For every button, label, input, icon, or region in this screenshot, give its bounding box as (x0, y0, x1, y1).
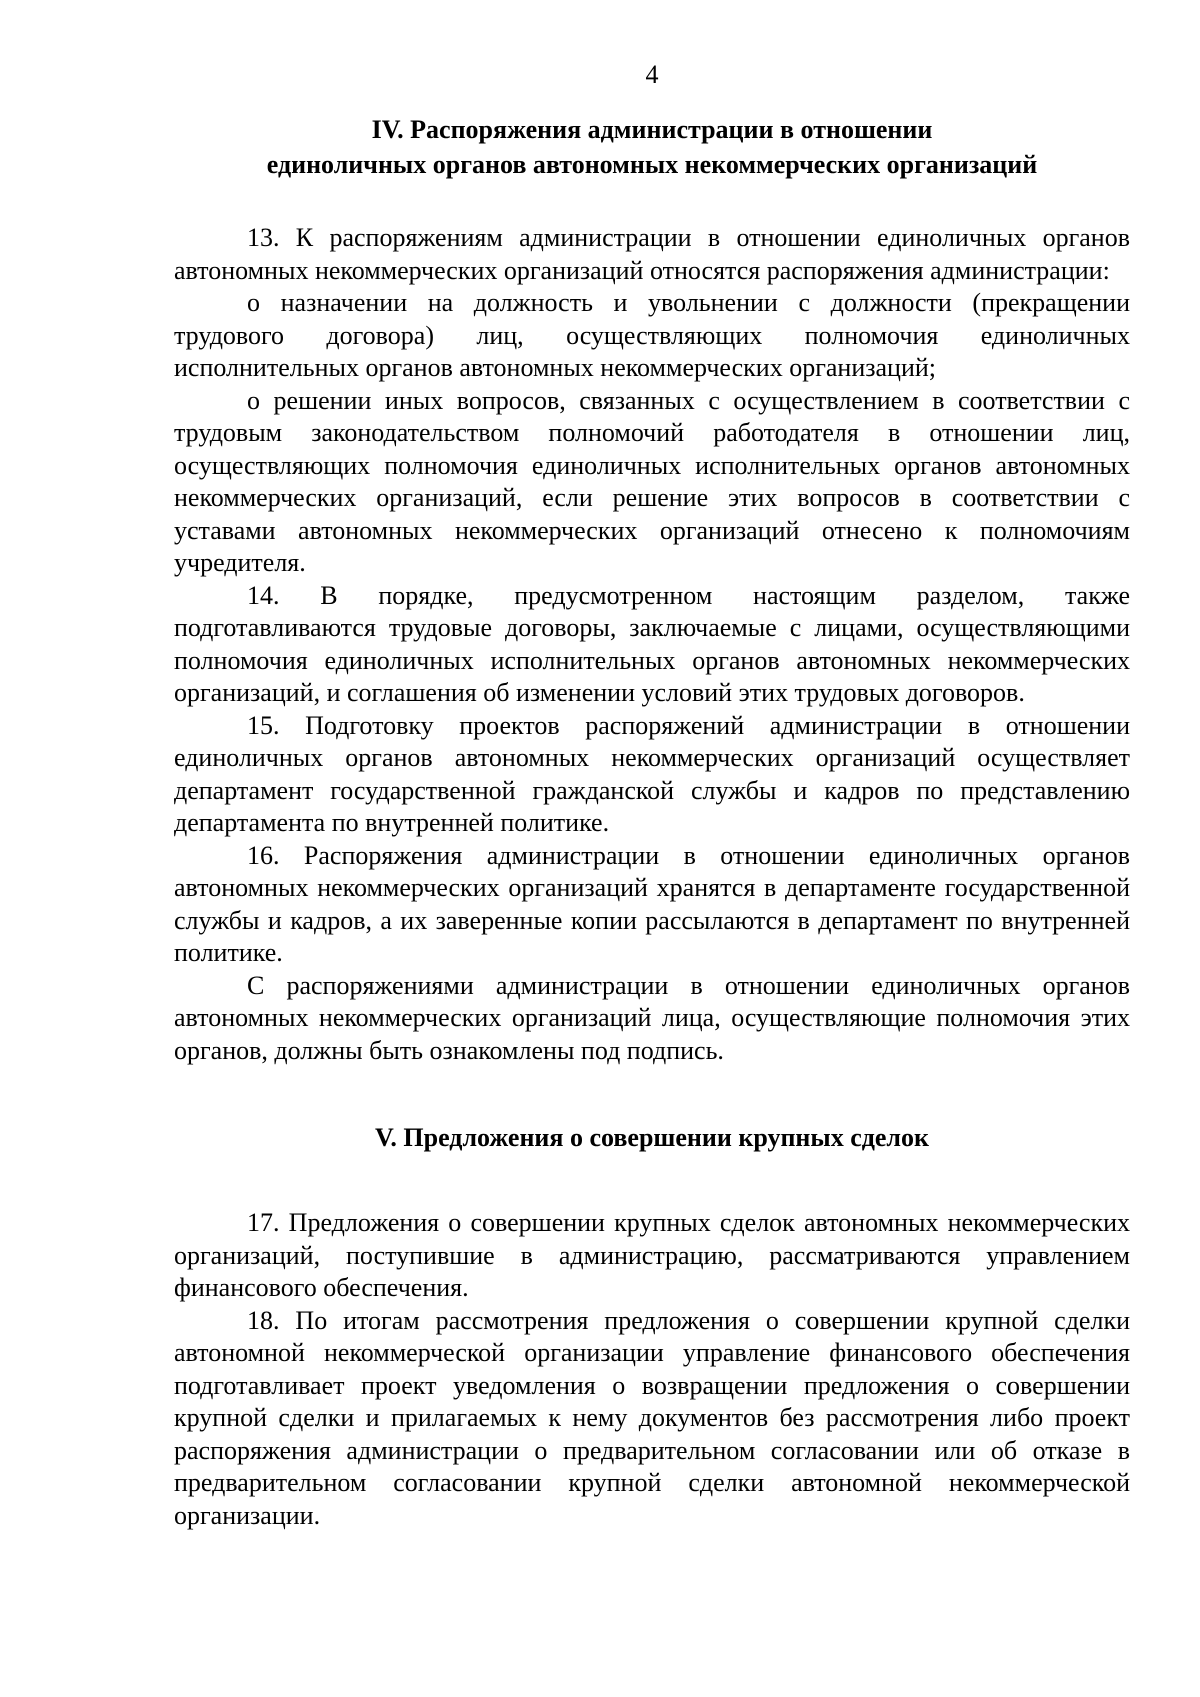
section-iv (174, 112, 1130, 1067)
spacer (174, 182, 1130, 222)
paragraph-13-item-other-questions: о решении иных вопросов, связанных с осуществлением в соответствии с трудовым законодательством полномочий работодателя в отношении лиц, осуществляющих полномочия единоличных исполнительных органов автономных некоммерческих организаций, если решение этих вопросов в соответствии с уставами автономных некоммерческих организаций отнесено к полномочиям учредителя. (174, 385, 1130, 577)
paragraph-17: 17. Предложения о совершении крупных сделок автономных некоммерческих организаций, поступившие в администрацию, рассматриваются управлением финансового обеспечения. (174, 1208, 1130, 1302)
paragraph-15: 15. Подготовку проектов распоряжений администрации в отношении единоличных органов автономных некоммерческих организаций осуществляет департамент государственной гражданской службы и кадров по представлению департамента по внутренней политике. (174, 710, 1130, 837)
section-v-heading: V. Предложения о совершении крупных сделок (375, 1123, 929, 1152)
paragraph-13-item-appointment: о назначении на должность и увольнении с должности (прекращении трудового договора) лиц, осуществляющих полномочия единоличных исполнительных органов автономных некоммерческих организаций; (174, 288, 1130, 382)
paragraph-16-familiarization: С распоряжениями администрации в отношении единоличных органов автономных некоммерческих организаций лица, осуществляющие полномочия этих органов, должны быть ознакомлены под подпись. (174, 970, 1130, 1065)
paragraph-18: 18. По итогам рассмотрения предложения о совершении крупной сделки автономной некоммерческой организации управление финансового обеспечения подготавливает проект уведомления о возвращении предложения о совершении крупной сделки и прилагаемых к нему документов без рассмотрения либо проект распоряжения администрации о предварительном согласовании или об отказе в предварительном согласовании крупной сделки автономной некоммерческой организации. (174, 1305, 1130, 1530)
paragraph-13: 13. К распоряжениям администрации в отношении единоличных органов автономных некоммерческих организаций относятся распоряжения администрации: (174, 223, 1130, 285)
page-number: 4 (645, 60, 659, 89)
document-page (174, 60, 1130, 1532)
paragraph-14: 14. В порядке, предусмотренном настоящим разделом, также подготавливаются трудовые договоры, заключаемые с лицами, осуществляющими полномочия единоличных исполнительных органов автономных некоммерческих организаций, и соглашения об изменении условий этих трудовых договоров. (174, 580, 1130, 707)
section-iv-heading (174, 112, 1130, 182)
section-iv-heading-line1: IV. Распоряжения администрации в отношении (371, 115, 933, 144)
section-v (174, 1120, 1130, 1532)
paragraph-16: 16. Распоряжения администрации в отношении единоличных органов автономных некоммерческих организаций хранятся в департаменте государственной службы и кадров, а их заверенные копии рассылаются в департамент по внутренней политике. (174, 840, 1130, 967)
spacer (174, 1155, 1130, 1207)
section-iv-heading-line2: единоличных органов автономных некоммерческих организаций (266, 150, 1038, 179)
